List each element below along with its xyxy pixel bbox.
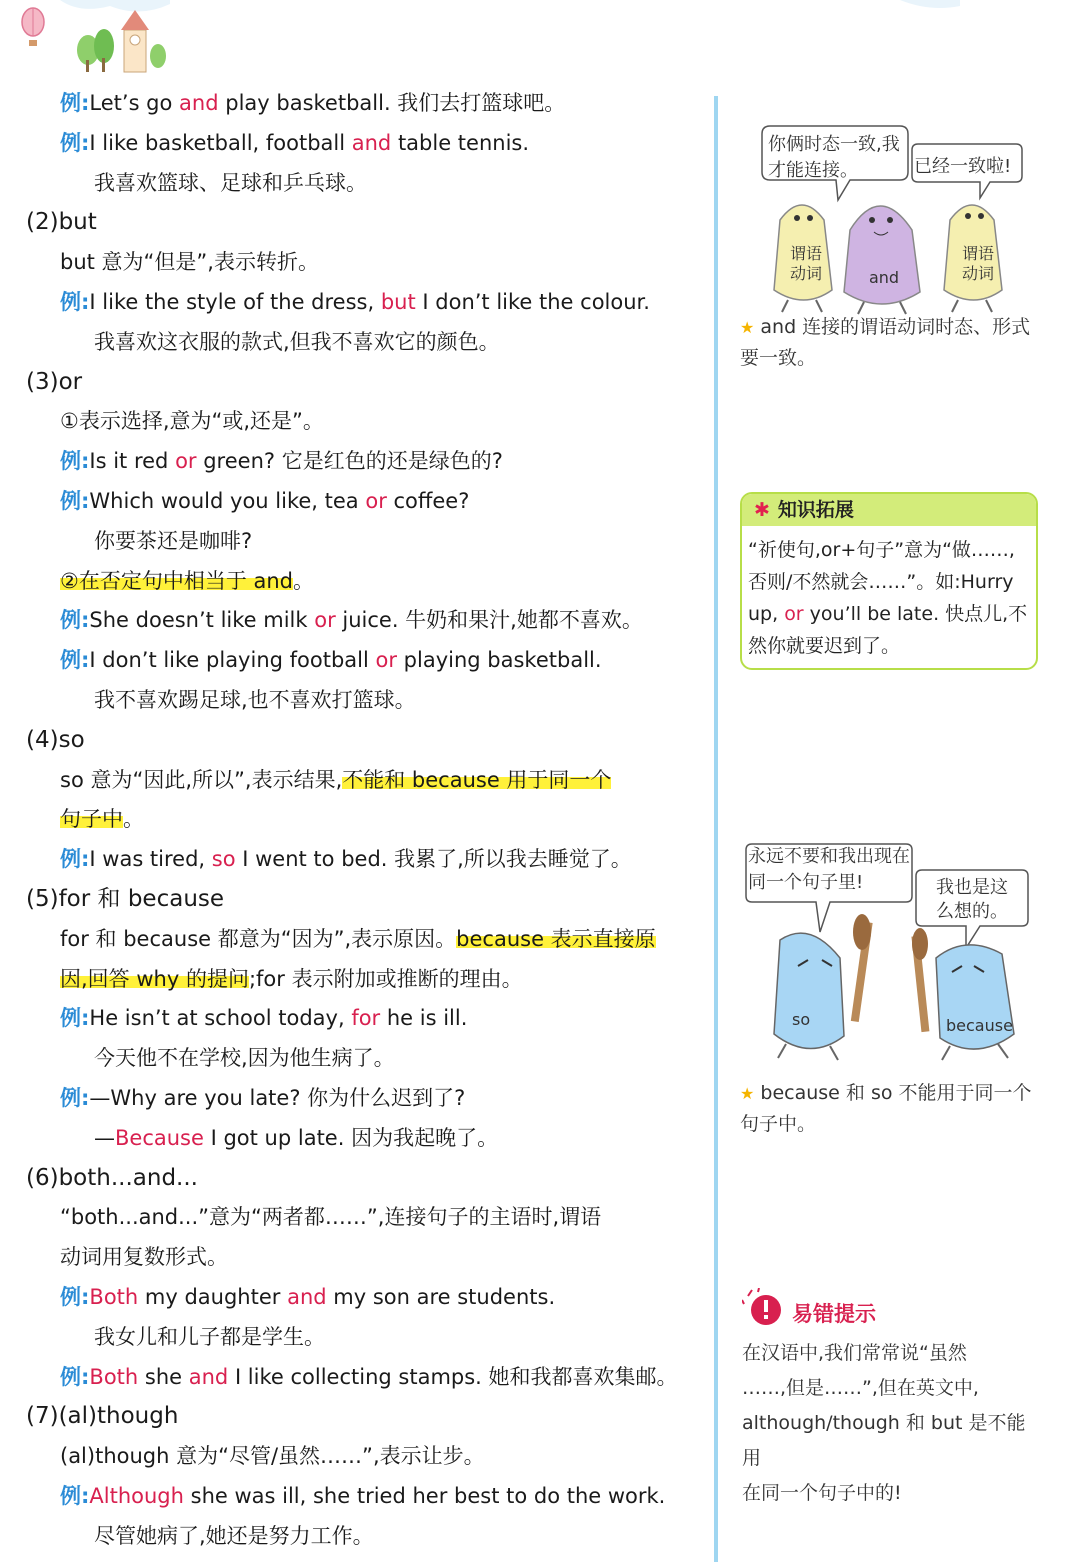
text-segment: She doesn’t like milk	[89, 608, 315, 633]
section-heading	[26, 725, 85, 755]
section-heading	[26, 1401, 178, 1431]
keyword: and	[188, 1364, 229, 1389]
section-heading	[26, 367, 82, 397]
text-segment: 我女儿和儿子都是学生。	[94, 1324, 325, 1349]
keyword: or	[375, 648, 397, 673]
text-line	[60, 566, 314, 596]
text-segment: I went to bed. 我累了,所以我去睡觉了。	[235, 847, 632, 872]
keyword: or	[314, 608, 336, 633]
text-segment: “both...and...”意为“两者都……”,连接句子的主语时,谓语	[60, 1205, 602, 1230]
text-segment: I don’t like playing football	[89, 648, 376, 673]
asterisk-icon: ✱	[754, 499, 770, 521]
text-segment: Which would you like, tea	[89, 489, 366, 513]
text-line	[94, 526, 252, 556]
text-line	[60, 844, 632, 874]
text-segment: (6)both...and...	[26, 1164, 198, 1191]
text-segment: I got up late. 因为我起晚了。	[203, 1125, 499, 1150]
text-segment: green? 它是红色的还是绿色的?	[196, 449, 503, 474]
header-decoration	[0, 0, 1080, 80]
knowledge-extension-body: “祈使句,or+句子”意为“做……, 否则/不然就会……”。如:Hurry up, or you’ll be late. 快点儿,不 然你就要迟到了。	[748, 539, 1028, 657]
text-segment: Is it red	[89, 449, 176, 474]
keyword: Both	[89, 1364, 139, 1389]
note-so-because	[740, 1078, 1036, 1140]
text-line	[94, 327, 500, 357]
example-marker: 例:	[60, 608, 90, 633]
text-line	[60, 1282, 555, 1312]
example-marker: 例:	[60, 290, 90, 314]
text-line	[94, 685, 416, 715]
text-line	[60, 128, 529, 158]
keyword: Although	[89, 1484, 184, 1508]
label-and: and	[868, 268, 900, 287]
trees-icon	[77, 29, 114, 72]
text-line	[94, 168, 367, 198]
speech-bubble-4: 我也是这么想的。	[936, 877, 1008, 922]
text-line	[60, 88, 565, 118]
highlighted-text: because 表示直接原	[456, 926, 656, 951]
text-line	[60, 964, 523, 994]
text-segment: coffee?	[386, 489, 470, 513]
text-line	[60, 1441, 485, 1471]
text-line	[60, 287, 650, 317]
keyword: but	[380, 290, 416, 314]
text-segment: he is ill.	[380, 1006, 468, 1031]
highlighted-text: 因,回答 why 的提问	[60, 966, 249, 991]
text-line	[60, 1242, 228, 1272]
text-segment: He isn’t at school today,	[89, 1006, 352, 1031]
text-segment: (al)though 意为“尽管/虽然……”,表示让步。	[60, 1444, 485, 1469]
text-segment: —	[94, 1125, 115, 1150]
keyword: or	[175, 449, 197, 474]
text-segment: my son are students.	[326, 1285, 556, 1309]
example-marker: 例:	[60, 91, 90, 115]
label-right-verb: 谓语动词	[961, 244, 994, 283]
text-segment: I was tired,	[89, 847, 212, 872]
text-line	[60, 804, 144, 834]
keyword: and	[351, 130, 392, 155]
example-marker: 例:	[60, 648, 90, 673]
star-icon: ★	[740, 1084, 755, 1103]
note-so-because-text: because 和 so 不能用于同一个句子中。	[740, 1082, 1032, 1135]
text-line	[60, 1481, 665, 1511]
example-marker: 例:	[60, 1364, 90, 1389]
text-segment: (3)or	[26, 368, 83, 395]
text-segment: —Why are you late? 你为什么迟到了?	[89, 1086, 466, 1110]
text-segment: playing basketball.	[397, 648, 602, 673]
text-segment: (4)so	[26, 726, 85, 753]
text-line	[60, 247, 319, 277]
text-segment: 你要茶还是咖啡?	[94, 528, 253, 553]
example-marker: 例:	[60, 847, 90, 872]
text-line	[60, 406, 324, 436]
speech-bubble-3: 永远不要和我出现在同一个句子里!	[748, 846, 910, 893]
example-marker: 例:	[60, 1086, 90, 1110]
text-segment: I don’t like the colour.	[415, 290, 650, 314]
text-segment: (2)but	[26, 209, 97, 236]
character-mid-icon	[844, 206, 920, 314]
speech-bubble-2: 已经一致啦!	[914, 156, 1012, 177]
warning-icon	[742, 1288, 788, 1328]
text-segment: so 意为“因此,所以”,表示结果,	[60, 767, 343, 792]
text-line	[60, 446, 503, 476]
character-so-icon	[774, 914, 873, 1060]
star-icon: ★	[740, 318, 755, 337]
text-line	[94, 1043, 395, 1073]
text-segment: 。	[293, 568, 315, 593]
keyword: and	[287, 1285, 327, 1309]
example-marker: 例:	[60, 130, 90, 155]
balloon-icon	[22, 8, 44, 46]
text-line	[60, 1003, 467, 1033]
knowledge-extension-box	[740, 492, 1038, 670]
keyword: so	[211, 847, 236, 872]
text-line	[94, 1322, 325, 1352]
text-segment: but 意为“但是”,表示转折。	[60, 250, 319, 275]
highlighted-text: 句子中	[60, 807, 123, 832]
text-segment: 我喜欢篮球、足球和乒乓球。	[94, 170, 367, 195]
text-segment: juice. 牛奶和果汁,她都不喜欢。	[335, 608, 643, 633]
text-segment: 我不喜欢踢足球,也不喜欢打篮球。	[94, 688, 416, 712]
text-line	[60, 1202, 601, 1232]
knowledge-extension-title: ✱ 知识拓展	[742, 494, 1036, 526]
text-line	[60, 765, 611, 795]
text-segment: table tennis.	[391, 130, 530, 155]
text-segment: she was ill, she tried her best to do the work.	[183, 1484, 666, 1508]
note-and	[740, 312, 1036, 374]
text-segment: ①表示选择,意为“或,还是”。	[60, 409, 324, 434]
text-line	[60, 924, 656, 954]
example-marker: 例:	[60, 1006, 90, 1031]
keyword: for	[351, 1006, 381, 1031]
section-heading	[26, 207, 97, 237]
text-line	[94, 1123, 498, 1153]
highlighted-text: ②在否定句中相当于 and	[60, 568, 294, 593]
example-marker: 例:	[60, 1484, 90, 1508]
text-segment: I like basketball, football	[89, 130, 352, 155]
column-divider	[714, 96, 718, 1562]
text-line	[60, 1083, 465, 1113]
text-segment: ;for 表示附加或推断的理由。	[248, 966, 523, 991]
text-segment: for 和 because 都意为“因为”,表示原因。	[60, 926, 457, 951]
keyword: or	[365, 489, 387, 513]
text-line	[60, 645, 602, 675]
speech-bubble-1: 你俩时态一致,我才能连接。	[768, 134, 900, 181]
text-segment: I like the style of the dress,	[89, 290, 381, 314]
example-marker: 例:	[60, 449, 90, 474]
text-line	[60, 605, 643, 635]
text-segment: Let’s go	[89, 91, 180, 115]
section-heading	[26, 884, 224, 914]
text-segment: 。	[123, 807, 144, 832]
text-line	[60, 486, 469, 516]
text-line	[60, 1362, 678, 1392]
note-and-text: and 连接的谓语动词时态、形式要一致。	[740, 316, 1031, 369]
example-marker: 例:	[60, 1285, 90, 1309]
keyword: Because	[115, 1125, 204, 1150]
text-segment: play basketball. 我们去打篮球吧。	[218, 91, 566, 115]
text-segment: (5)for 和 because	[26, 886, 225, 912]
text-segment: (7)(al)though	[26, 1403, 179, 1430]
highlighted-text: 不能和 because 用于同一个	[342, 767, 612, 792]
text-segment: 动词用复数形式。	[60, 1245, 228, 1270]
text-segment: 我喜欢这衣服的款式,但我不喜欢它的颜色。	[94, 329, 500, 354]
example-marker: 例:	[60, 489, 90, 513]
text-segment: I like collecting stamps. 她和我都喜欢集邮。	[228, 1364, 678, 1389]
clock-tower-icon	[121, 10, 166, 72]
warning-title: 易错提示	[792, 1302, 876, 1326]
text-segment: my daughter	[138, 1285, 288, 1309]
section-heading	[26, 1163, 198, 1193]
text-segment: she	[138, 1364, 189, 1389]
text-segment: 今天他不在学校,因为他生病了。	[94, 1046, 395, 1071]
label-left-verb: 谓语动词	[789, 244, 822, 283]
label-because: because	[946, 1016, 1013, 1035]
keyword: Both	[89, 1285, 139, 1309]
text-segment: 尽管她病了,她还是努力工作。	[94, 1523, 374, 1548]
label-so: so	[792, 1010, 811, 1029]
keyword: and	[179, 91, 219, 115]
text-line	[94, 1521, 374, 1551]
warning-body: 在汉语中,我们常常说“虽然 ……,但是……”,但在英文中, although/though 和 but 是不能用 在同一个句子中的!	[742, 1342, 1026, 1504]
